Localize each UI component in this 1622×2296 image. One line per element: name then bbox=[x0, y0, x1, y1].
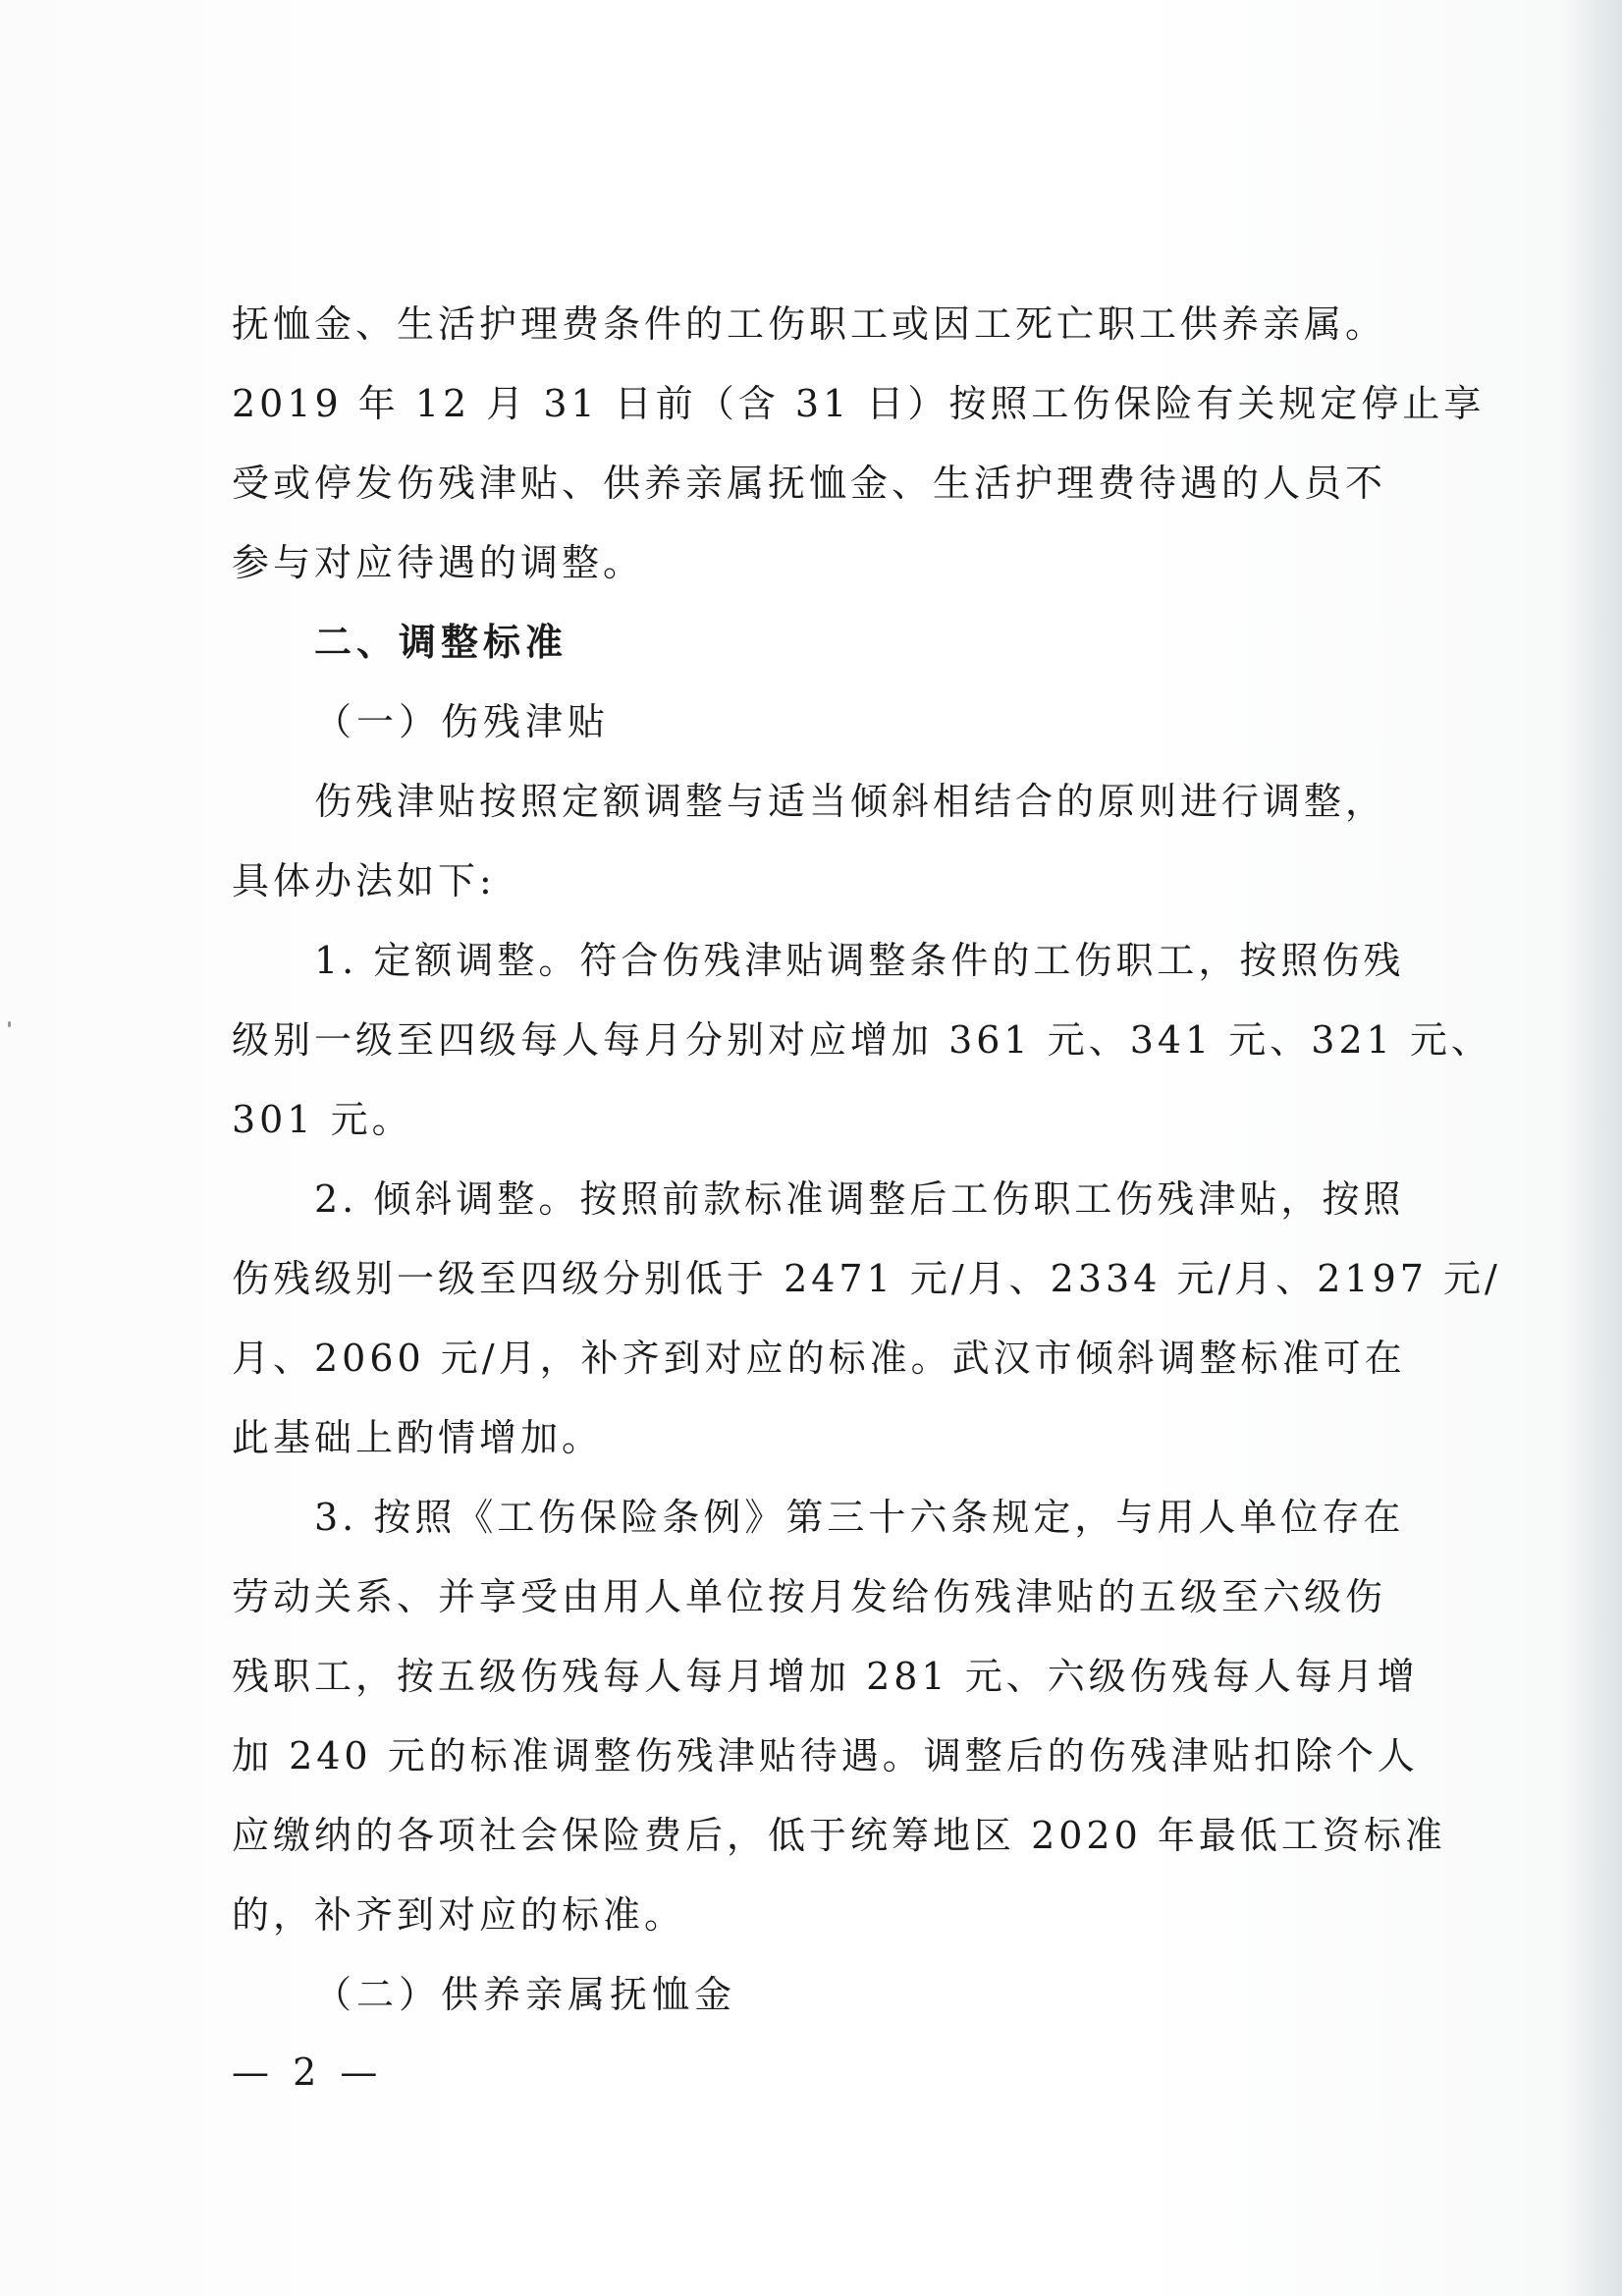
text-line: 具体办法如下: bbox=[232, 859, 496, 902]
text-line: 伤残级别一级至四级分别低于 2471 元/月、2334 元/月、2197 元/ bbox=[232, 1257, 1501, 1300]
text-line: 应缴纳的各项社会保险费后，低于统筹地区 2020 年最低工资标准 bbox=[232, 1814, 1446, 1857]
scan-speck bbox=[8, 1021, 11, 1027]
document-body bbox=[232, 285, 1501, 2035]
section-heading: 二、调整标准 bbox=[314, 621, 568, 664]
text-line: 3. 按照《工伤保险条例》第三十六条规定，与用人单位存在 bbox=[314, 1496, 1405, 1539]
text-line: 级别一级至四级每人每月分别对应增加 361 元、341 元、321 元、 bbox=[232, 1018, 1492, 1062]
subsection-heading: （一）伤残津贴 bbox=[314, 700, 611, 743]
text-line: 1. 定额调整。符合伤残津贴调整条件的工伤职工，按照伤残 bbox=[314, 939, 1405, 982]
text-line: 受或停发伤残津贴、供养亲属抚恤金、生活护理费待遇的人员不 bbox=[232, 462, 1387, 505]
text-line: 301 元。 bbox=[232, 1098, 413, 1141]
text-line: 2019 年 12 月 31 日前（含 31 日）按照工伤保险有关规定停止享 bbox=[232, 382, 1486, 425]
text-line: 参与对应待遇的调整。 bbox=[232, 541, 645, 584]
text-line: 劳动关系、并享受由用人单位按月发给伤残津贴的五级至六级伤 bbox=[232, 1575, 1387, 1618]
text-line: 此基础上酌情增加。 bbox=[232, 1416, 604, 1459]
text-line: 月、2060 元/月，补齐到对应的标准。武汉市倾斜调整标准可在 bbox=[232, 1337, 1406, 1380]
text-line: 的，补齐到对应的标准。 bbox=[232, 1893, 686, 1937]
text-line: 伤残津贴按照定额调整与适当倾斜相结合的原则进行调整， bbox=[314, 780, 1387, 823]
page-number: — 2 — bbox=[232, 2050, 384, 2094]
subsection-heading: （二）供养亲属抚恤金 bbox=[314, 1973, 737, 2016]
text-line: 抚恤金、生活护理费条件的工伤职工或因工死亡职工供养亲属。 bbox=[232, 302, 1387, 346]
text-line: 2. 倾斜调整。按照前款标准调整后工伤职工伤残津贴，按照 bbox=[314, 1177, 1405, 1221]
scan-edge-shadow bbox=[1563, 0, 1622, 2296]
text-line: 残职工，按五级伤残每人每月增加 281 元、六级伤残每人每月增 bbox=[232, 1655, 1419, 1698]
text-line: 加 240 元的标准调整伤残津贴待遇。调整后的伤残津贴扣除个人 bbox=[232, 1734, 1419, 1777]
